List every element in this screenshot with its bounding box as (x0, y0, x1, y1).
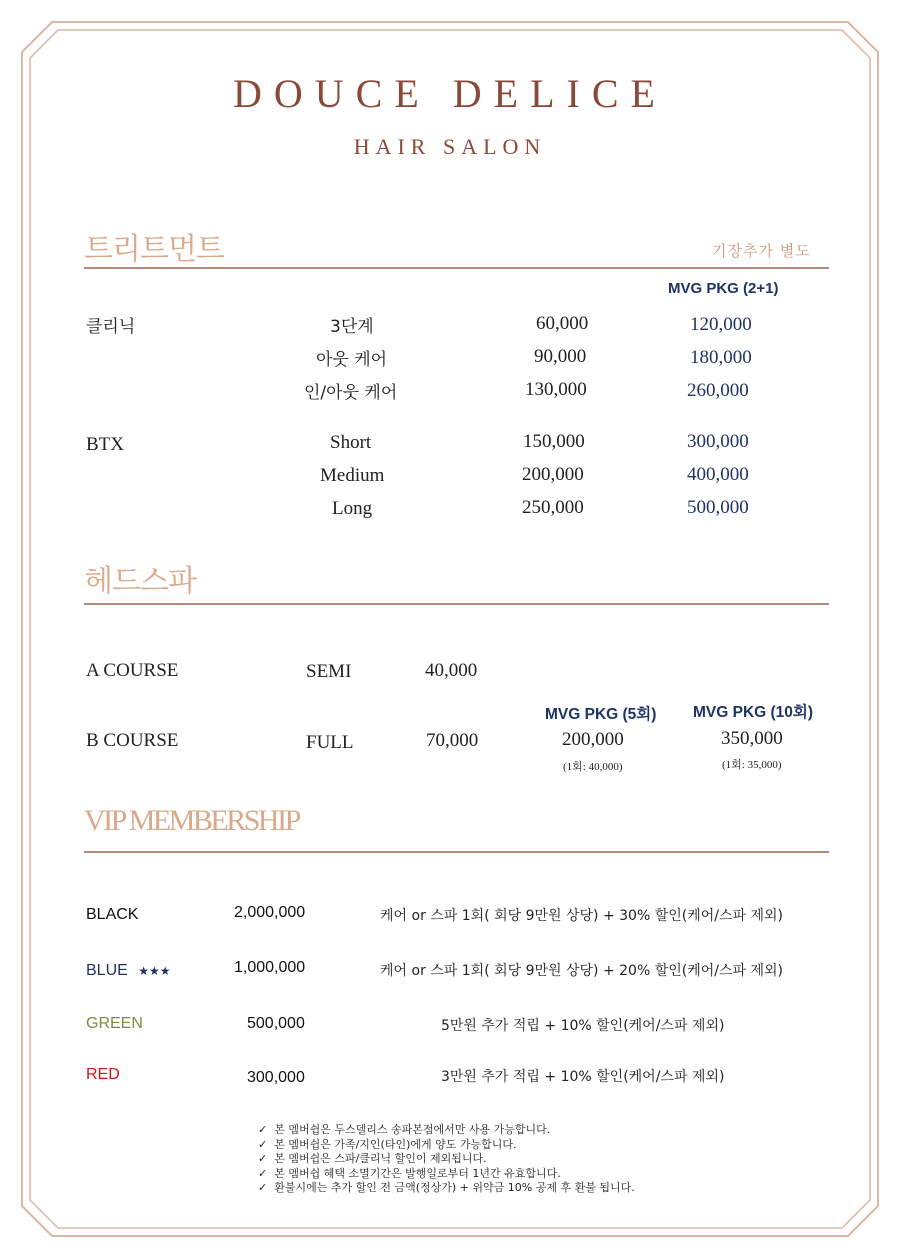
clinic-pkg-price: 180,000 (690, 347, 752, 368)
check-icon: ✓ (258, 1152, 268, 1165)
clinic-pkg-price: 260,000 (687, 380, 749, 401)
btx-label: BTX (86, 434, 124, 455)
tier-black-price: 2,000,000 (234, 904, 306, 921)
course-price: 40,000 (425, 660, 478, 681)
clinic-price: 60,000 (536, 313, 589, 334)
course-type: SEMI (306, 661, 352, 682)
check-icon: ✓ (258, 1181, 268, 1194)
tier-blue-benefit: 케어 or 스파 1회( 회당 9만원 상당) + 20% 할인(케어/스파 제외) (380, 963, 784, 979)
note-item: ✓ 본 멤버쉽은 스파/클리닉 할인이 제외됩니다. (258, 1152, 487, 1165)
btx-pkg-price: 400,000 (687, 464, 749, 485)
tier-red-benefit: 3만원 추가 적립 + 10% 할인(케어/스파 제외) (441, 1069, 725, 1085)
course-name: A COURSE (86, 660, 179, 681)
headspa-pkg5-price: 200,000 (562, 729, 624, 750)
vip-divider (84, 851, 829, 853)
clinic-option: 3단계 (330, 317, 374, 337)
btx-option: Medium (320, 465, 385, 486)
clinic-option: 인/아웃 케어 (304, 383, 398, 403)
brand-subtitle: HAIR SALON (353, 134, 547, 159)
course-price: 70,000 (426, 730, 479, 751)
tier-black-name: BLACK (86, 906, 139, 923)
course-type: FULL (306, 732, 354, 753)
btx-price: 250,000 (522, 497, 584, 518)
headspa-pkg10-header: MVG PKG (10회) (693, 704, 814, 721)
treatment-divider (84, 267, 829, 269)
clinic-pkg-price: 120,000 (690, 314, 752, 335)
btx-option: Long (332, 498, 373, 519)
tier-blue-label: BLUE (86, 962, 128, 979)
note-item: ✓ 환불시에는 추가 할인 전 금액(정상가) + 위약금 10% 공제 후 환불 됩니다. (258, 1181, 635, 1194)
btx-pkg-price: 300,000 (687, 431, 749, 452)
clinic-price: 90,000 (534, 346, 587, 367)
note-item: ✓ 본 멤버쉽은 두스델리스 송파본점에서만 사용 가능합니다. (258, 1123, 551, 1136)
tier-blue-name (86, 962, 171, 980)
brand-title: DOUCE DELICE (233, 71, 667, 116)
tier-green-price: 500,000 (247, 1015, 305, 1032)
clinic-price: 130,000 (525, 379, 587, 400)
star-icon: ★★★ (138, 964, 171, 978)
treatment-title: 트리트먼트 (84, 232, 224, 267)
vip-title: VIP MEMBERSHIP (84, 804, 299, 837)
headspa-pkg5-note: (1회: 40,000) (563, 761, 623, 773)
note-item: ✓ 본 멤버쉽 혜택 소멸기간은 발행일로부터 1년간 유효합니다. (258, 1166, 561, 1180)
tier-blue-price: 1,000,000 (234, 959, 306, 976)
check-icon: ✓ (258, 1137, 268, 1151)
tier-green-name: GREEN (86, 1015, 143, 1032)
check-icon: ✓ (258, 1123, 268, 1136)
clinic-label: 클리닉 (86, 317, 136, 337)
check-icon: ✓ (258, 1166, 268, 1180)
treatment-length-note: 기장추가 별도 (712, 242, 811, 260)
btx-pkg-price: 500,000 (687, 497, 749, 518)
btx-price: 200,000 (522, 464, 584, 485)
note-item: ✓ 본 멤버쉽은 가족/지인(타인)에게 양도 가능합니다. (258, 1137, 517, 1151)
tier-red-name: RED (86, 1066, 120, 1083)
course-name: B COURSE (86, 730, 179, 751)
headspa-pkg10-price: 350,000 (721, 728, 783, 749)
tier-black-benefit: 케어 or 스파 1회( 회당 9만원 상당) + 30% 할인(케어/스파 제외) (380, 908, 784, 924)
tier-red-price: 300,000 (247, 1069, 305, 1086)
tier-green-benefit: 5만원 추가 적립 + 10% 할인(케어/스파 제외) (441, 1018, 725, 1034)
treatment-pkg-header: MVG PKG (2+1) (668, 280, 779, 297)
headspa-pkg10-note: (1회: 35,000) (722, 759, 782, 771)
headspa-pkg5-header: MVG PKG (5회) (545, 706, 657, 723)
headspa-divider (84, 603, 829, 605)
btx-price: 150,000 (523, 431, 585, 452)
membership-notes (258, 1123, 635, 1196)
clinic-option: 아웃 케어 (316, 350, 388, 370)
btx-option: Short (330, 432, 372, 453)
headspa-title: 헤드스파 (84, 564, 196, 599)
